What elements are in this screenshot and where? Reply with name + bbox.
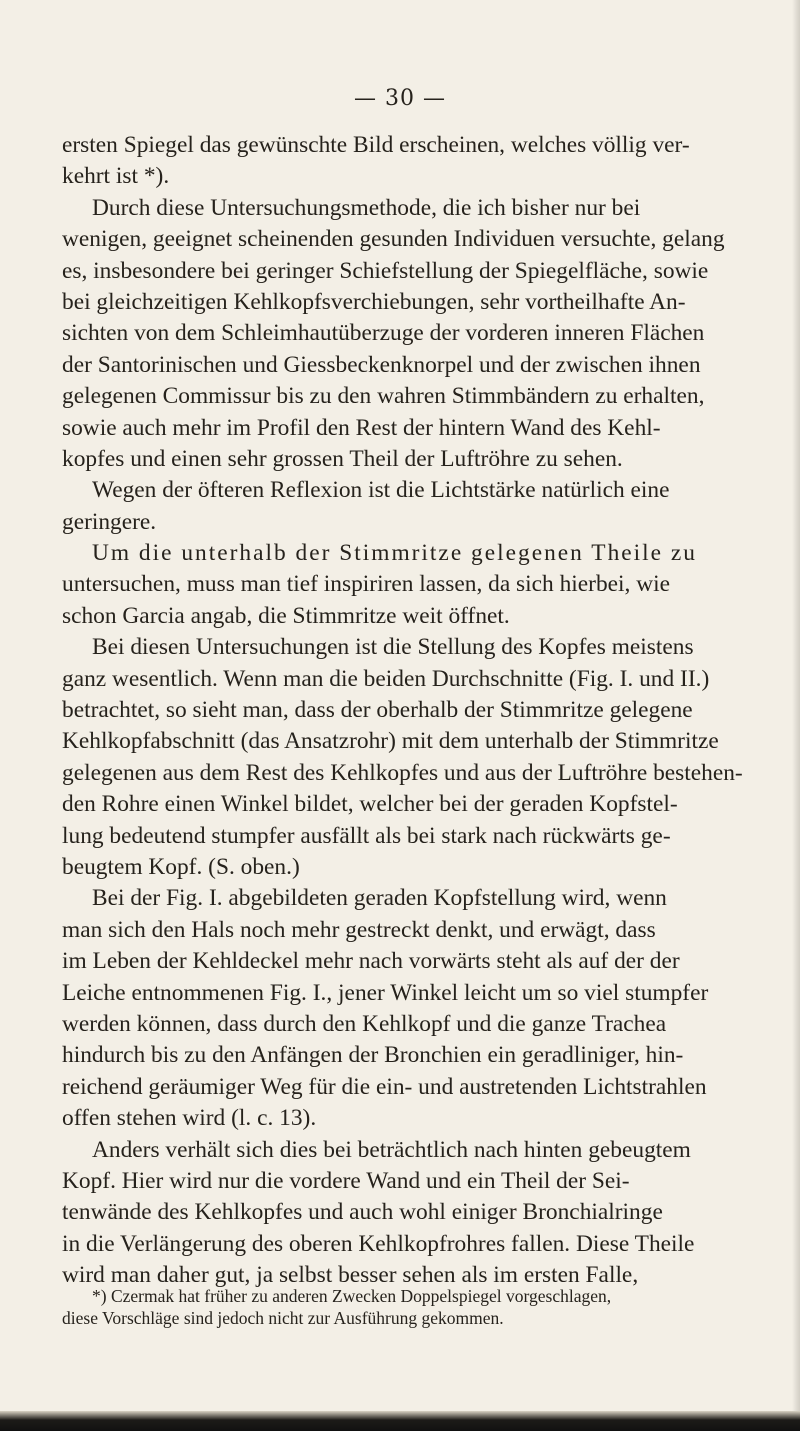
text-line: Anders verhält sich dies bei beträchtlich nach hinten gebeugtem [92, 1136, 691, 1163]
text-line: hindurch bis zu den Anfängen der Bronchien ein geradliniger, hin- [62, 1042, 684, 1069]
text-line: ersten Spiegel das gewünschte Bild erscheinen, welches völlig ver- [62, 132, 690, 158]
text-line: untersuchen, muss man tief inspiriren lassen, da sich hierbei, wie [62, 571, 670, 598]
text-line: ganz wesentlich. Wenn man die beiden Durchschnitte (Fig. I. und II.) [62, 665, 710, 692]
footnote-line: *) Czermak hat früher zu anderen Zwecken Doppelspiegel vorgeschlagen, [92, 1286, 612, 1306]
scan-bottom-edge [0, 1411, 800, 1431]
footnote-line: diese Vorschläge sind jedoch nicht zur Ausführung gekommen. [62, 1308, 504, 1328]
text-line: in die Verlängerung des oberen Kehlkopfrohres fallen. Diese Theile [62, 1230, 695, 1257]
text-line: kehrt ist *). [62, 163, 170, 190]
text-line: kopfes und einen sehr grossen Theil der Luftröhre zu sehen. [62, 445, 623, 472]
text-line: Leiche entnommenen Fig. I., jener Winkel leicht um so viel stumpfer [62, 979, 709, 1006]
text-line: Wegen der öfteren Reflexion ist die Lichtstärke natürlich eine [92, 477, 670, 504]
text-line: Durch diese Untersuchungsmethode, die ich bisher nur bei [92, 194, 641, 221]
text-line: tenwände des Kehlkopfes und auch wohl einiger Bronchialringe [62, 1199, 663, 1226]
text-line: Bei der Fig. I. abgebildeten geraden Kopfstellung wird, wenn [92, 885, 667, 912]
text-line: lung bedeutend stumpfer ausfällt als bei stark nach rückwärts ge- [62, 822, 671, 849]
text-line: gelegenen Commissur bis zu den wahren Stimmbändern zu erhalten, [62, 383, 705, 410]
text-line: es, insbesondere bei geringer Schiefstellung der Spiegelfläche, sowie [62, 257, 709, 284]
text-line: wird man daher gut, ja selbst besser sehen als im ersten Falle, [62, 1262, 639, 1289]
text-line: Bei diesen Untersuchungen ist die Stellung des Kopfes meistens [92, 634, 694, 661]
footnote [62, 1285, 782, 1329]
text-line: im Leben der Kehldeckel mehr nach vorwärts steht als auf der der [62, 948, 680, 975]
text-line: reichend geräumiger Weg für die ein- und austretenden Lichtstrahlen [62, 1073, 707, 1100]
text-line: wenigen, geeignet scheinenden gesunden Individuen versuchte, gelang [62, 226, 725, 253]
body-text [62, 130, 782, 1291]
text-line: offen stehen wird (l. c. 13). [62, 1105, 317, 1132]
text-line: man sich den Hals noch mehr gestreckt denkt, und erwägt, dass [62, 916, 656, 943]
text-line: sichten von dem Schleimhautüberzuge der vorderen inneren Flächen [62, 320, 705, 347]
text-line: den Rohre einen Winkel bildet, welcher bei der geraden Kopfstel- [62, 791, 678, 818]
page-edge-shadow [792, 0, 800, 1431]
text-line: Um die unterhalb der Stimmritze gelegenen Theile zu [92, 540, 697, 567]
text-line: betrachtet, so sieht man, dass der oberhalb der Stimmritze gelegene [62, 697, 693, 724]
text-line: schon Garcia angab, die Stimmritze weit öffnet. [62, 602, 510, 629]
text-line: Kehlkopfabschnitt (das Ansatzrohr) mit dem unterhalb der Stimmritze [62, 728, 719, 755]
text-line: sowie auch mehr im Profil den Rest der hintern Wand des Kehl- [62, 414, 661, 441]
text-line: bei gleichzeitigen Kehlkopfsverchiebungen, sehr vortheilhafte An- [62, 288, 686, 315]
text-line: gelegenen aus dem Rest des Kehlkopfes und aus der Luftröhre bestehen- [62, 759, 743, 786]
text-line: beugtem Kopf. (S. oben.) [62, 853, 300, 880]
text-line: geringere. [62, 508, 157, 535]
text-line: Kopf. Hier wird nur die vordere Wand und ein Theil der Sei- [62, 1167, 630, 1194]
text-line: der Santorinischen und Giessbeckenknorpel und der zwischen ihnen [62, 351, 701, 378]
text-line: werden können, dass durch den Kehlkopf und die ganze Trachea [62, 1010, 667, 1037]
page-number-header: — 30 — [354, 86, 446, 111]
